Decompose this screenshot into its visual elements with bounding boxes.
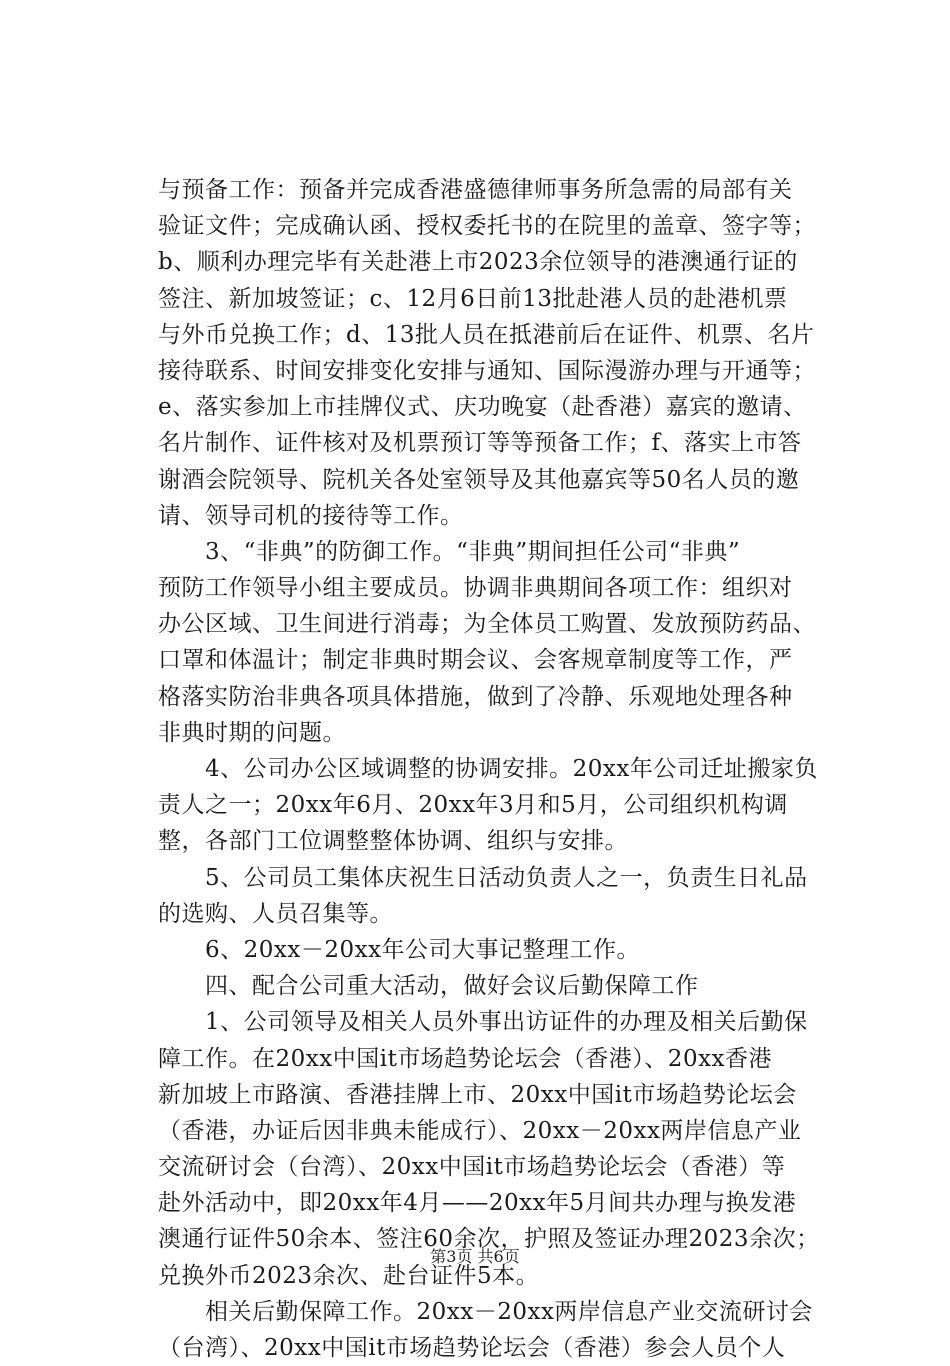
- text-line: 相关后勤保障工作。20xx－20xx两岸信息产业交流研讨会: [158, 1298, 813, 1325]
- text-line: 请、领导司机的接待等工作。: [158, 502, 464, 529]
- text-line: 预防工作领导小组主要成员。协调非典期间各项工作：组织对: [158, 575, 793, 602]
- text-line: 谢酒会院领导、院机关各处室领导及其他嘉宾等50名人员的邀: [158, 466, 800, 493]
- text-line: （香港，办证后因非典未能成行）、20xx－20xx两岸信息产业: [158, 1117, 802, 1144]
- text-line: 整，各部门工位调整整体协调、组织与安排。: [158, 828, 628, 855]
- text-line: 与预备工作：预备并完成香港盛德律师事务所急需的局部有关: [158, 177, 793, 203]
- text-line: 1、公司领导及相关人员外事出访证件的办理及相关后勤保: [158, 1009, 808, 1036]
- text-line: 非典时期的问题。: [158, 719, 346, 746]
- text-line: 与外币兑换工作；d、13批人员在抵港前后在证件、机票、名片: [158, 321, 815, 348]
- text-line: 4、公司办公区域调整的协调安排。20xx年公司迁址搬家负: [158, 756, 818, 782]
- text-line: 验证文件；完成确认函、授权委托书的在院里的盖章、签字等；: [158, 213, 816, 240]
- text-line: 障工作。在20xx中国it市场趋势论坛会（香港）、20xx香港: [158, 1045, 773, 1072]
- text-line: 5、公司员工集体庆祝生日活动负责人之一，负责生日礼品: [158, 864, 808, 891]
- text-line: 兑换外币2023余次、赴台证件5本。: [158, 1262, 540, 1289]
- text-line: （台湾）、20xx中国it市场趋势论坛会（香港）参会人员个人: [158, 1335, 786, 1361]
- text-line: 6、20xx－20xx年公司大事记整理工作。: [158, 936, 641, 963]
- text-line: 名片制作、证件核对及机票预订等等预备工作；f、落实上市答: [158, 430, 802, 457]
- text-line: 新加坡上市路演、香港挂牌上市、20xx中国it市场趋势论坛会: [158, 1081, 797, 1108]
- text-line: 四、配合公司重大活动，做好会议后勤保障工作: [158, 973, 699, 1000]
- text-line: 3、“非典”的防御工作。“非典”期间担任公司“非典”: [158, 538, 741, 565]
- text-line: 交流研讨会（台湾）、20xx中国it市场趋势论坛会（香港）等: [158, 1154, 786, 1181]
- text-line: 接待联系、时间安排变化安排与通知、国际漫游办理与开通等；: [158, 357, 816, 384]
- text-line: 口罩和体温计；制定非典时期会议、会客规章制度等工作，严: [158, 647, 793, 674]
- text-line: 赴外活动中，即20xx年4月——20xx年5月间共办理与换发港: [158, 1190, 797, 1217]
- document-body: [158, 172, 848, 1366]
- text-line: 澳通行证件50余本、签注60余次，护照及签证办理2023余次；: [158, 1226, 820, 1253]
- text-line: 的选购、人员召集等。: [158, 900, 393, 927]
- page-number-footer: 第3页 共6页: [430, 1247, 520, 1266]
- text-line: 签注、新加坡签证；c、12月6日前13批赴港人员的赴港机票: [158, 285, 788, 312]
- text-line: b、顺利办理完毕有关赴港上市2023余位领导的港澳通行证的: [158, 249, 798, 276]
- text-line: 办公区域、卫生间进行消毒；为全体员工购置、发放预防药品、: [158, 611, 816, 638]
- text-line: e、落实参加上市挂牌仪式、庆功晚宴（赴香港）嘉宾的邀请、: [158, 394, 807, 421]
- text-line: 责人之一；20xx年6月、20xx年3月和5月，公司组织机构调: [158, 792, 788, 819]
- text-line: 格落实防治非典各项具体措施，做到了冷静、乐观地处理各种: [158, 683, 793, 710]
